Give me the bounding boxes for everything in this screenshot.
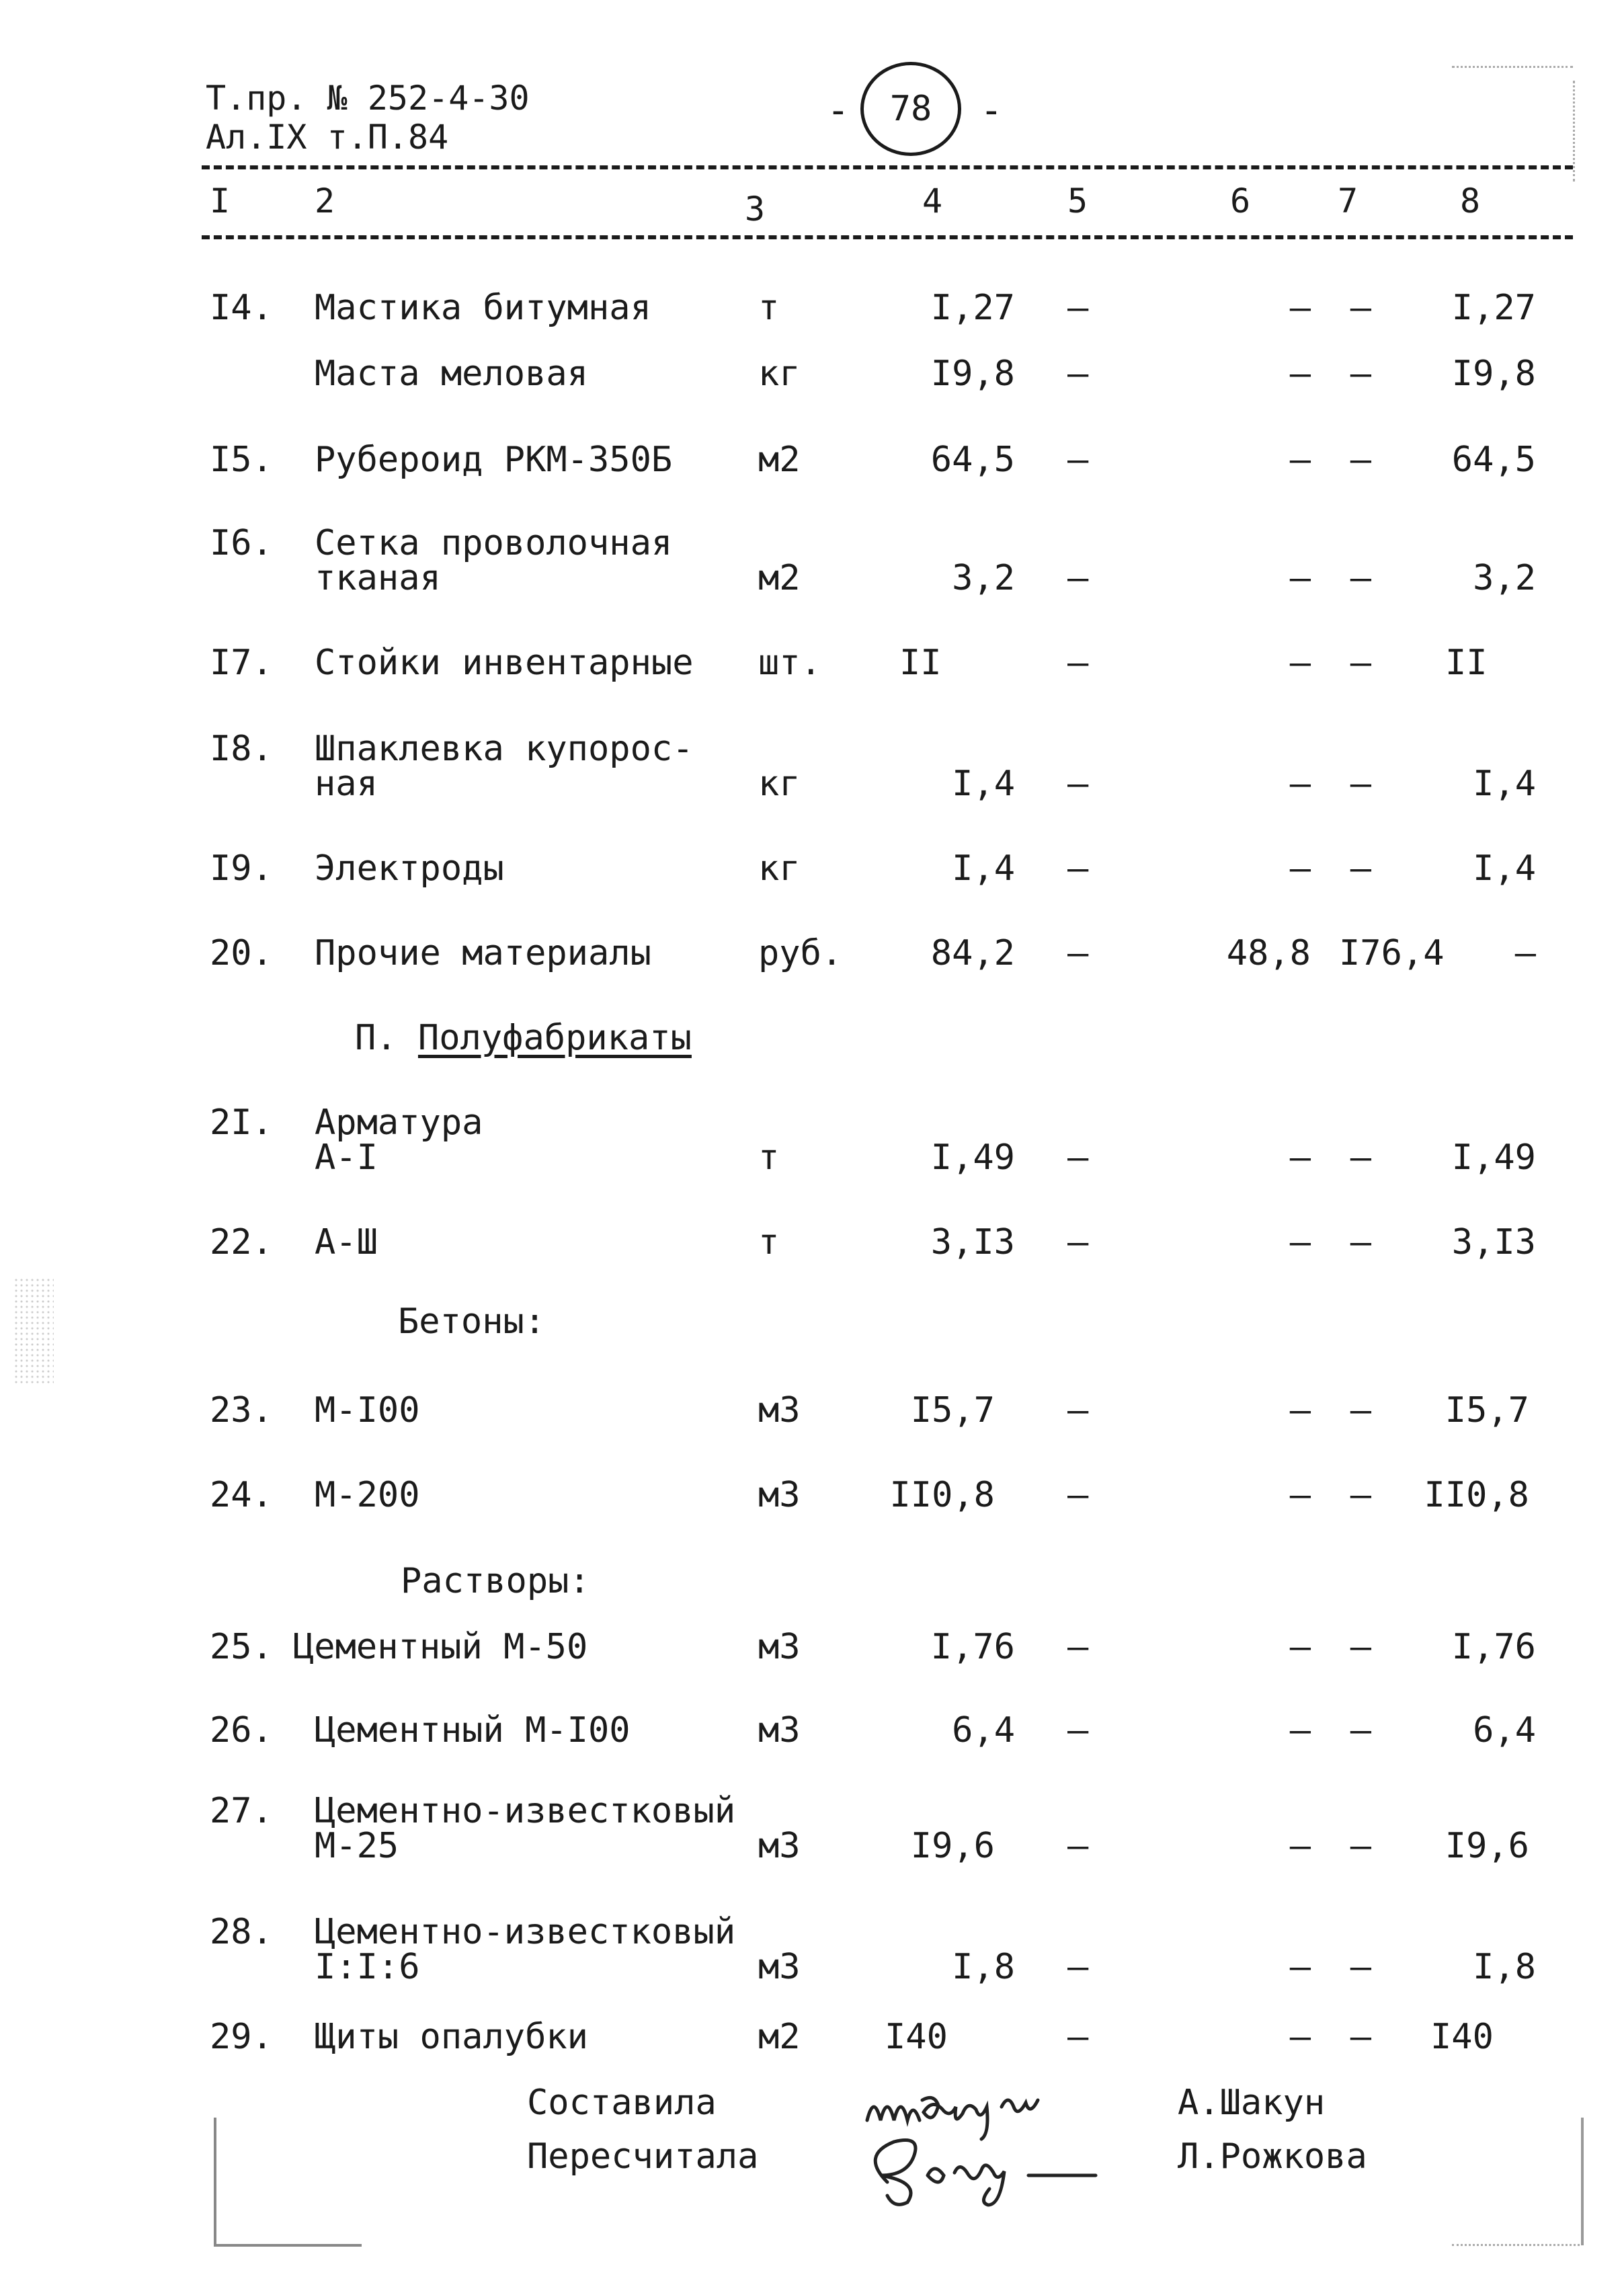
col-6-value: – [1289, 440, 1311, 480]
col-8-value: I,8 [1473, 1947, 1536, 1987]
col-4-value: I40 [885, 2017, 948, 2057]
doc-reference: Т.пр. № 252-4-30 [206, 79, 530, 118]
item-name: Цементно-известковый [315, 1912, 736, 1952]
unit: м3 [758, 1826, 801, 1866]
col-6-value: 48,8 [1226, 933, 1311, 973]
col-8-value: I,27 [1451, 288, 1536, 328]
col-5-value: – [1067, 2017, 1089, 2057]
col-4-value: I,76 [930, 1627, 1015, 1667]
col-4-value: 3,I3 [930, 1222, 1015, 1262]
col-4-value: II [899, 643, 942, 683]
item-name: Цементный М-I00 [315, 1710, 631, 1751]
col-7-header: 7 [1338, 182, 1358, 220]
col-7-value: – [1350, 764, 1371, 804]
frame-top-right [1573, 81, 1575, 182]
col-7-value: – [1350, 1627, 1371, 1667]
col-6-value: – [1289, 764, 1311, 804]
unit: т [758, 1137, 780, 1178]
item-name: Арматура [315, 1102, 483, 1143]
item-name: М-I00 [315, 1390, 420, 1431]
col-5-value: – [1067, 1826, 1089, 1866]
unit: кг [758, 354, 801, 394]
col-5-value: – [1067, 1222, 1089, 1262]
col-4-value: 64,5 [930, 440, 1015, 480]
col-7-value: – [1350, 1137, 1371, 1178]
col-6-value: – [1289, 1475, 1311, 1515]
col-7-value: – [1350, 558, 1371, 598]
header-divider-bottom [202, 235, 1573, 239]
section-number: П. [355, 1018, 418, 1058]
row-number: 23. [210, 1390, 273, 1431]
col-4-value: 84,2 [930, 933, 1015, 973]
page-number-dash-right: - [980, 89, 1003, 132]
frame-corner-left [214, 2118, 216, 2245]
row-number: I5. [210, 440, 273, 480]
section-semi-finished [355, 1018, 692, 1058]
row-number: 27. [210, 1791, 273, 1831]
row-number: 24. [210, 1475, 273, 1515]
col-8-value: 3,2 [1473, 558, 1536, 598]
col-4-value: I,27 [930, 288, 1015, 328]
col-4-value: II0,8 [889, 1475, 995, 1515]
col-4-value: I9,8 [930, 354, 1015, 394]
row-number: I7. [210, 643, 273, 683]
col-3-header: 3 [745, 190, 766, 229]
col-2-header: 2 [315, 182, 335, 220]
col-7-value: – [1350, 440, 1371, 480]
item-name: М-200 [315, 1475, 420, 1515]
row-number: 2I. [210, 1102, 273, 1143]
row-number: I9. [210, 848, 273, 889]
col-5-value: – [1067, 558, 1089, 598]
col-7-value: – [1350, 1826, 1371, 1866]
row-number: 22. [210, 1222, 273, 1262]
col-8-value: – [1514, 933, 1536, 973]
item-name-continued: тканая [315, 558, 441, 598]
col-4-value: I,49 [930, 1137, 1015, 1178]
unit: кг [758, 848, 801, 889]
row-number: 20. [210, 933, 273, 973]
col-8-value: I9,6 [1445, 1826, 1529, 1866]
row-number: I6. [210, 523, 273, 563]
col-7-value: – [1350, 354, 1371, 394]
col-6-header: 6 [1230, 182, 1251, 220]
section-mortar: Растворы: [401, 1561, 590, 1601]
col-8-value: II [1445, 643, 1488, 683]
item-name: Рубероид РКМ-350Б [315, 440, 673, 480]
col-8-value: I,49 [1451, 1137, 1536, 1178]
unit: т [758, 288, 780, 328]
col-5-value: – [1067, 1627, 1089, 1667]
col-7-value: – [1350, 1475, 1371, 1515]
unit: м3 [758, 1947, 801, 1987]
col-5-value: – [1067, 1947, 1089, 1987]
page-number-block [827, 62, 1015, 149]
row-number: 29. [210, 2017, 273, 2057]
col-6-value: – [1289, 848, 1311, 889]
col-1-header: I [210, 182, 231, 220]
col-8-value: 6,4 [1473, 1710, 1536, 1751]
row-number: 25. [210, 1627, 273, 1667]
recalculated-by-name: Л.Рожкова [1178, 2136, 1367, 2177]
frame-corner-right [1581, 2118, 1584, 2245]
item-name-continued: А-I [315, 1137, 378, 1178]
item-name-continued: I:I:6 [315, 1947, 420, 1987]
col-7-value: – [1350, 2017, 1371, 2057]
unit: м2 [758, 440, 801, 480]
col-4-value: I,4 [952, 848, 1015, 889]
col-4-value: I,8 [952, 1947, 1015, 1987]
col-6-value: – [1289, 1947, 1311, 1987]
compiled-by-name: А.Шакун [1178, 2083, 1326, 2123]
album-reference: Ал.IX т.П.84 [206, 118, 449, 157]
col-6-value: – [1289, 288, 1311, 328]
col-6-value: – [1289, 1826, 1311, 1866]
item-name: Стойки инвентарные [315, 643, 694, 683]
unit: т [758, 1222, 780, 1262]
col-5-value: – [1067, 354, 1089, 394]
item-name: Цементно-известковый [315, 1791, 736, 1831]
row-number: I8. [210, 729, 273, 769]
unit: м3 [758, 1710, 801, 1751]
col-5-value: – [1067, 440, 1089, 480]
unit: м3 [758, 1390, 801, 1431]
col-5-value: – [1067, 764, 1089, 804]
col-6-value: – [1289, 2017, 1311, 2057]
col-6-value: – [1289, 354, 1311, 394]
item-name: Сетка проволочная [315, 523, 673, 563]
col-7-value: – [1350, 643, 1371, 683]
frame-bottom-right [1452, 2244, 1580, 2246]
unit: м3 [758, 1627, 801, 1667]
item-name: Электроды [315, 848, 504, 889]
col-6-value: – [1289, 1390, 1311, 1431]
col-4-value: I9,6 [910, 1826, 995, 1866]
section-concrete: Бетоны: [398, 1301, 546, 1342]
row-number: 26. [210, 1710, 273, 1751]
col-6-value: – [1289, 1627, 1311, 1667]
col-8-value: II0,8 [1424, 1475, 1529, 1515]
page-number-dash-left: - [827, 89, 850, 132]
item-name: А-Ш [315, 1222, 378, 1262]
item-name: Щиты опалубки [315, 2017, 588, 2057]
unit: м2 [758, 2017, 801, 2057]
item-name-continued: М-25 [315, 1826, 399, 1866]
col-4-value: I5,7 [910, 1390, 995, 1431]
col-7-value: – [1350, 1947, 1371, 1987]
item-name: Маста меловая [315, 354, 588, 394]
col-7-value: I76,4 [1339, 933, 1445, 973]
compiled-by-label: Составила [527, 2083, 717, 2123]
col-4-header: 4 [922, 182, 943, 220]
col-5-value: – [1067, 1710, 1089, 1751]
unit: кг [758, 764, 801, 804]
unit: шт. [758, 643, 821, 683]
section-title: Полуфабрикаты [417, 1018, 692, 1058]
item-name: Цементный М-50 [293, 1627, 588, 1667]
col-7-value: – [1350, 1710, 1371, 1751]
col-8-value: 64,5 [1451, 440, 1536, 480]
col-5-value: – [1067, 1475, 1089, 1515]
signature-rozhkova [860, 2128, 1129, 2216]
col-4-value: 6,4 [952, 1710, 1015, 1751]
unit: м2 [758, 558, 801, 598]
col-6-value: – [1289, 558, 1311, 598]
item-name: Шпаклевка купорос- [315, 729, 694, 769]
col-8-value: I,4 [1473, 848, 1536, 889]
col-5-header: 5 [1067, 182, 1088, 220]
col-7-value: – [1350, 1222, 1371, 1262]
col-5-value: – [1067, 1137, 1089, 1178]
col-8-header: 8 [1460, 182, 1481, 220]
header-divider-top [202, 165, 1573, 169]
col-5-value: – [1067, 288, 1089, 328]
row-number: I4. [210, 288, 273, 328]
col-5-value: – [1067, 1390, 1089, 1431]
page-number: 78 [860, 62, 961, 156]
col-8-value: I40 [1430, 2017, 1494, 2057]
frame-bottom-left [214, 2244, 362, 2247]
col-8-value: I5,7 [1445, 1390, 1529, 1431]
col-7-value: – [1350, 1390, 1371, 1431]
unit: м3 [758, 1475, 801, 1515]
item-name: Прочие материалы [315, 933, 651, 973]
col-6-value: – [1289, 1137, 1311, 1178]
col-8-value: 3,I3 [1451, 1222, 1536, 1262]
scan-speckle [13, 1277, 54, 1385]
col-6-value: – [1289, 1710, 1311, 1751]
col-5-value: – [1067, 643, 1089, 683]
col-6-value: – [1289, 1222, 1311, 1262]
col-4-value: 3,2 [952, 558, 1015, 598]
col-7-value: – [1350, 848, 1371, 889]
col-5-value: – [1067, 848, 1089, 889]
item-name: Мастика битумная [315, 288, 651, 328]
col-4-value: I,4 [952, 764, 1015, 804]
col-5-value: – [1067, 933, 1089, 973]
col-7-value: – [1350, 288, 1371, 328]
col-8-value: I,76 [1451, 1627, 1536, 1667]
frame-top-edge [1452, 66, 1573, 68]
row-number: 28. [210, 1912, 273, 1952]
col-8-value: I,4 [1473, 764, 1536, 804]
col-8-value: I9,8 [1451, 354, 1536, 394]
item-name-continued: ная [315, 764, 378, 804]
col-6-value: – [1289, 643, 1311, 683]
unit: руб. [758, 933, 843, 973]
recalculated-by-label: Пересчитала [527, 2136, 759, 2177]
